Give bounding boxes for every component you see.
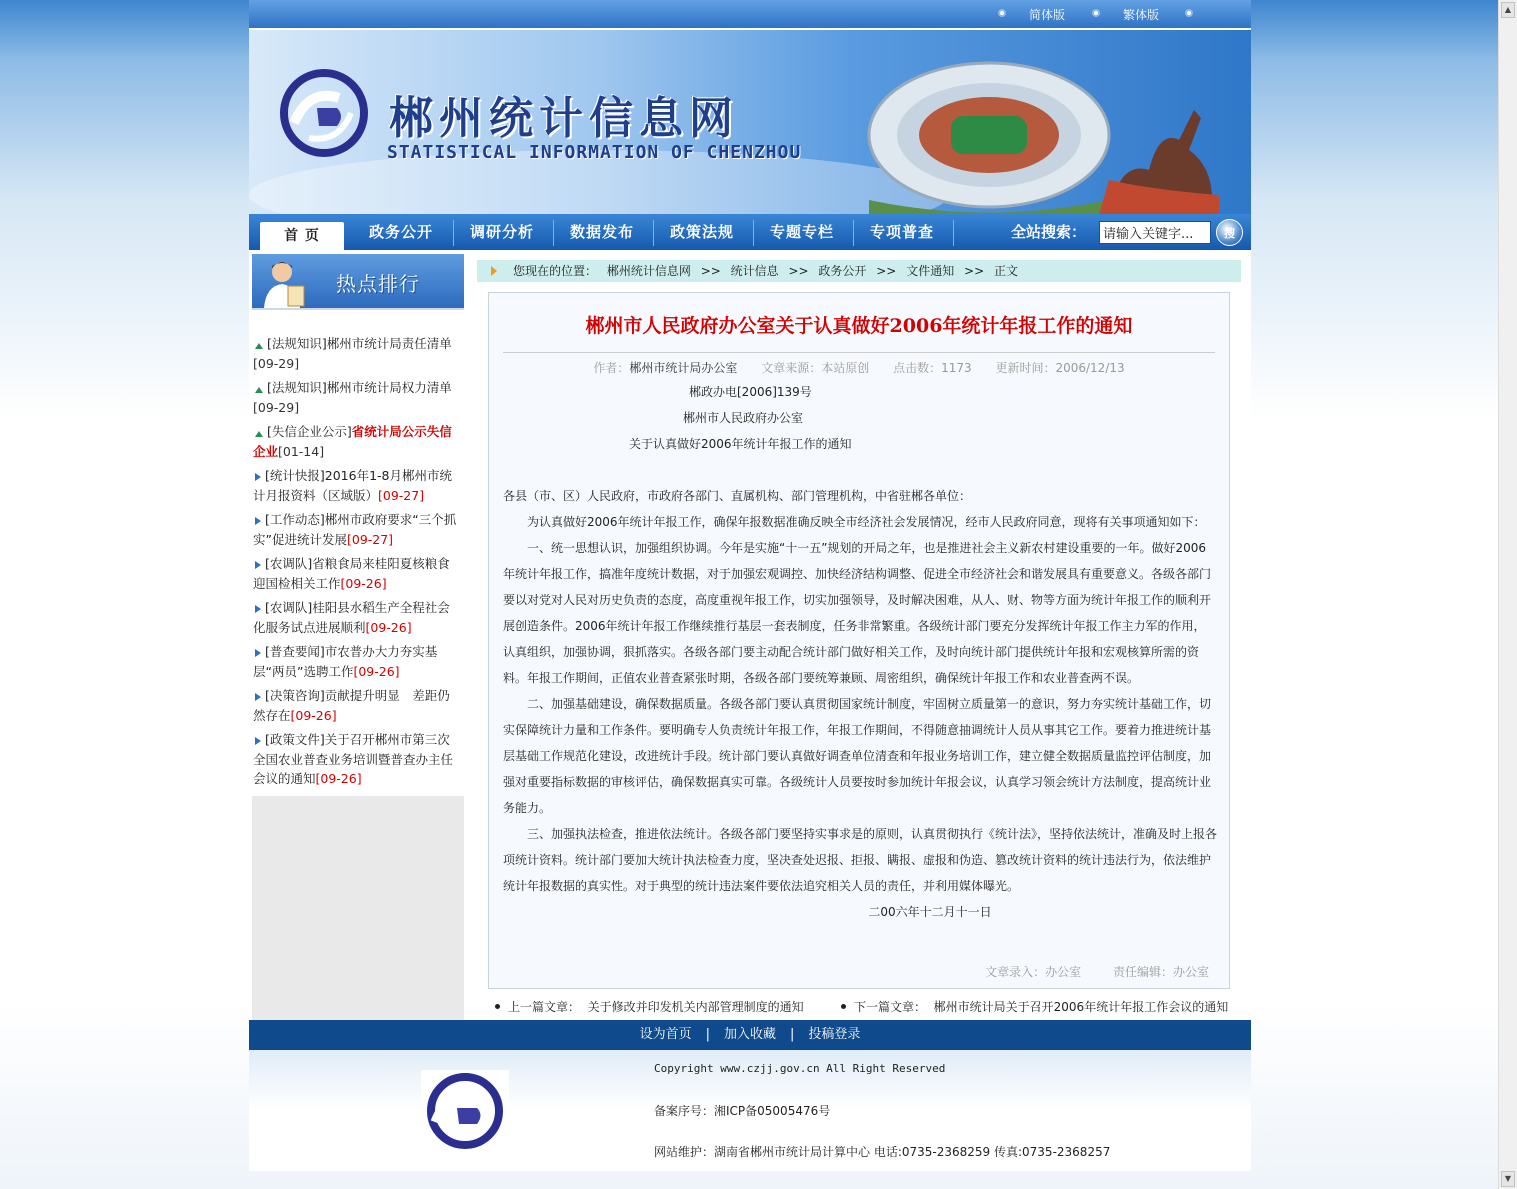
paragraph: 二、加强基础建设，确保数据质量。各级各部门要认真贯彻国家统计制度，牢固树立质量第一的意识，努力夯实统计基础工作，切实保障统计力量和工作条件。要明确专人负责统计年报工作，年报工作期间，不得随意抽调统计人员从事其它工作。要着力推进统计基层基础工作规范化建设，改进统计手段。统计部门要认真做好调查单位清查和年报业务培训工作，建立健全数据质量监控评估制度，加强对重要指标数据的审核评估，确保数据真实可靠。各级统计人员要按时参加统计年报会议，认真学习领会统计方法制度，提高统计业务能力。 xyxy=(503,697,1212,815)
search-input[interactable] xyxy=(1099,221,1211,244)
entry-by: 文章录入：办公室 xyxy=(985,965,1082,979)
bullet-icon xyxy=(998,9,1006,17)
breadcrumb-sep: >> xyxy=(788,264,809,278)
simplified-chinese-link[interactable]: 简体版 xyxy=(1029,8,1066,22)
hot-list-item[interactable] xyxy=(253,466,462,505)
hot-item-date: [09-26] xyxy=(365,619,412,635)
hot-list-item[interactable] xyxy=(253,598,462,637)
next-article-link[interactable]: 郴州市统计局关于召开2006年统计年报工作会议的通知 xyxy=(933,1000,1229,1014)
click-count: 点击数：1173 xyxy=(893,361,972,375)
hot-item-date: [09-29] xyxy=(253,399,300,415)
hot-item-title[interactable]: [政策文件]关于召开郴州市第三次全国农业普查业务培训暨普查办主任会议的通知 xyxy=(253,732,454,786)
hot-list-item[interactable] xyxy=(253,554,462,593)
statue-image xyxy=(1099,90,1219,214)
paragraph: 一、统一思想认识，加强组织协调。今年是实施“十一五”规划的开局之年，也是推进社会主义新农村建设重要的一年。做好2006年统计年报工作，搞准年度统计数据，对于加强宏观调控、加快经济结构调整、促进全市经济社会和谐发展具有重要意义。各级各部门要以对党对人民对历史负责的态度，高度重视年报工作，切实加强领导，及时解决困难，从人、财、物等方面为统计年报工作的顺利开展创造条件。2006年统计年报工作继续推行基层一套表制度，任务非常繁重。各级统计部门要充分发挥统计年报工作主力军的作用，认真组织，加强协调，狠抓落实。各级各部门要主动配合统计部门做好相关工作，及时向统计部门提供统计年报和宏观核算所需的资料。年报工作期间，正值农业普查紧张时期，各级各部门要统筹兼顾、周密组织，确保统计年报工作和农业普查两不误。 xyxy=(503,541,1212,685)
hot-item-date: [09-26] xyxy=(290,707,337,723)
breadcrumb-home[interactable]: 郴州统计信息网 xyxy=(606,264,691,278)
article-footer xyxy=(957,963,1209,980)
header-banner xyxy=(249,30,1251,214)
maintenance-info: 网站维护：湖南省郴州市统计局计算中心 电话:0735-2368259 传真:0735-2368257 xyxy=(654,1145,1111,1159)
add-favorite-link[interactable]: 加入收藏 xyxy=(723,1027,776,1042)
next-article xyxy=(841,998,1228,1015)
hot-ranking-header xyxy=(252,254,464,310)
hot-item-title[interactable]: [决策咨询]贡献提升明显 差距仍然存在 xyxy=(253,688,450,723)
main-nav xyxy=(249,214,1251,250)
stadium-image xyxy=(859,50,1119,214)
breadcrumb-gov-affairs[interactable]: 政务公开 xyxy=(818,264,867,278)
copyright: Copyright www.czjj.gov.cn All Right Reserved xyxy=(654,1062,946,1075)
icp-number: 备案序号：湘ICP备05005476号 xyxy=(654,1104,831,1118)
document-title: 关于认真做好2006年统计年报工作的通知 xyxy=(629,437,852,451)
title-divider xyxy=(503,352,1215,353)
page xyxy=(249,0,1251,1171)
vertical-scrollbar[interactable] xyxy=(1498,0,1517,1189)
prev-label: 上一篇文章： xyxy=(508,1000,581,1014)
top-strip xyxy=(249,0,1251,28)
author-label: 作者： xyxy=(593,361,630,375)
search-button[interactable]: 搜 xyxy=(1216,219,1243,246)
nav-government-affairs[interactable]: 政务公开 xyxy=(368,223,433,241)
triangle-right-icon xyxy=(255,649,261,657)
breadcrumb-label: 您现在的位置： xyxy=(513,264,598,278)
hot-item-title[interactable]: [法规知识]郴州市统计局权力清单 xyxy=(267,380,452,395)
breadcrumb-sep: >> xyxy=(876,264,897,278)
hot-list-item[interactable] xyxy=(253,422,462,461)
hot-item-title[interactable]: [工作动态]郴州市政府要求“三个抓实”促进统计发展 xyxy=(253,512,457,547)
hot-item-date: [09-29] xyxy=(253,355,300,371)
breadcrumb-current: 正文 xyxy=(993,264,1018,278)
submit-login-link[interactable]: 投稿登录 xyxy=(808,1027,861,1042)
nav-research-analysis[interactable]: 调研分析 xyxy=(469,223,534,241)
breadcrumb-stats-info[interactable]: 统计信息 xyxy=(730,264,779,278)
prev-article-link[interactable]: 关于修改并印发机关内部管理制度的通知 xyxy=(587,1000,804,1014)
document-issuer: 郴州市人民政府办公室 xyxy=(683,411,804,425)
search-label: 全站搜索： xyxy=(1011,223,1087,241)
bullet-icon xyxy=(841,1004,846,1009)
set-homepage-link[interactable]: 设为首页 xyxy=(639,1027,692,1042)
hot-list-item[interactable] xyxy=(253,730,462,789)
triangle-right-icon xyxy=(255,517,261,525)
footer xyxy=(249,1050,1251,1171)
triangle-up-icon xyxy=(255,429,263,437)
footer-links: 设为首页 | 加入收藏 | 投稿登录 xyxy=(249,1020,1251,1050)
article-body xyxy=(503,379,1217,925)
breadcrumb xyxy=(477,260,1241,282)
hot-list-item[interactable] xyxy=(253,378,462,417)
addressee: 各县（市、区）人民政府，市政府各部门、直属机构、部门管理机构，中省驻郴各单位： xyxy=(503,489,972,503)
hot-item-date: [09-26] xyxy=(315,771,362,786)
source: 文章来源：本站原创 xyxy=(761,361,870,375)
article-meta xyxy=(489,359,1229,376)
update-time: 更新时间：2006/12/13 xyxy=(995,361,1125,375)
hot-list-item[interactable] xyxy=(253,642,462,681)
hot-ranking-title: 热点排行 xyxy=(336,272,420,296)
arrow-icon xyxy=(491,266,497,276)
footer-logo-icon xyxy=(421,1070,509,1152)
nav-special-topics[interactable]: 专题专栏 xyxy=(769,223,834,241)
bullet-icon xyxy=(1092,9,1100,17)
site-title: 郴州统计信息网 xyxy=(389,93,739,144)
hot-item-title[interactable]: [普查要闻]市农普办大力夯实基层“两员”选聘工作 xyxy=(253,644,438,679)
triangle-up-icon xyxy=(255,385,263,393)
triangle-right-icon xyxy=(255,693,261,701)
article-title: 郴州市人民政府办公室关于认真做好2006年统计年报工作的通知 xyxy=(585,315,1133,337)
document-number: 郴政办电[2006]139号 xyxy=(689,385,812,399)
hot-item-date: [01-14] xyxy=(278,443,325,459)
site-subtitle: STATISTICAL INFORMATION OF CHENZHOU xyxy=(387,142,802,163)
hot-item-title[interactable]: [统计快报]2016年1-8月郴州市统计月报资料（区域版） xyxy=(253,468,452,503)
triangle-right-icon xyxy=(255,561,261,569)
hot-list-item[interactable] xyxy=(253,686,462,725)
hot-item-date: [09-27] xyxy=(346,531,394,547)
editor: 责任编辑：办公室 xyxy=(1112,965,1209,979)
nav-data-release[interactable]: 数据发布 xyxy=(569,223,634,241)
hot-item-date: [09-27] xyxy=(378,487,425,503)
sidebar xyxy=(252,254,464,1020)
triangle-up-icon xyxy=(255,341,263,349)
breadcrumb-notices[interactable]: 文件通知 xyxy=(906,264,955,278)
hot-list-item[interactable] xyxy=(253,334,462,373)
triangle-right-icon xyxy=(255,605,261,613)
hot-item-date: [09-26] xyxy=(340,575,387,591)
article xyxy=(488,292,1230,989)
hot-item-title[interactable]: [农调队]省粮食局来桂阳夏核粮食迎国检相关工作 xyxy=(253,556,450,591)
scroll-up-icon[interactable]: ▲ xyxy=(1501,2,1515,18)
triangle-right-icon xyxy=(255,473,261,481)
nav-policy-regulations[interactable]: 政策法规 xyxy=(669,223,734,241)
hot-item-date: [09-26] xyxy=(353,663,400,679)
traditional-chinese-link[interactable]: 繁体版 xyxy=(1123,8,1160,22)
hot-item-title[interactable]: [农调队]桂阳县水稻生产全程社会化服务试点进展顺利 xyxy=(253,600,450,635)
breadcrumb-sep: >> xyxy=(700,264,721,278)
paragraph: 为认真做好2006年统计年报工作，确保年报数据准确反映全市经济社会发展情况，经市人民政府同意，现将有关事项通知如下： xyxy=(527,515,1206,529)
paragraph: 三、加强执法检查，推进依法统计。各级各部门要坚持实事求是的原则，认真贯彻执行《统计法》，坚持依法统计，准确及时上报各项统计资料。统计部门要加大统计执法检查力度，坚决查处迟报、拒报、瞒报、虚报和伪造、篡改统计资料的统计违法行为，依法维护统计年报数据的真实性。对于典型的统计违法案件要依法追究相关人员的责任，并利用媒体曝光。 xyxy=(503,827,1218,893)
bullet-icon xyxy=(1185,9,1193,17)
nav-special-census[interactable]: 专项普查 xyxy=(869,223,934,241)
site-logo-icon xyxy=(279,68,369,158)
breadcrumb-sep: >> xyxy=(964,264,985,278)
person-icon xyxy=(262,258,308,308)
nav-home[interactable]: 首 页 xyxy=(260,222,344,250)
hot-item-title[interactable]: [法规知识]郴州市统计局责任清单 xyxy=(267,336,452,351)
scroll-down-icon[interactable]: ▼ xyxy=(1501,1171,1515,1187)
hot-list xyxy=(252,310,464,796)
triangle-right-icon xyxy=(255,737,261,745)
document-date: 二00六年十二月十一日 xyxy=(868,905,992,919)
hot-item-category: [失信企业公示] xyxy=(267,424,352,439)
hot-list-item[interactable] xyxy=(253,510,462,549)
hot-item-title[interactable]: 省统计局公示失信企业 xyxy=(253,424,452,459)
prev-article xyxy=(495,998,804,1015)
next-label: 下一篇文章： xyxy=(854,1000,927,1014)
author: 郴州市统计局办公室 xyxy=(629,361,738,375)
bullet-icon xyxy=(495,1004,500,1009)
